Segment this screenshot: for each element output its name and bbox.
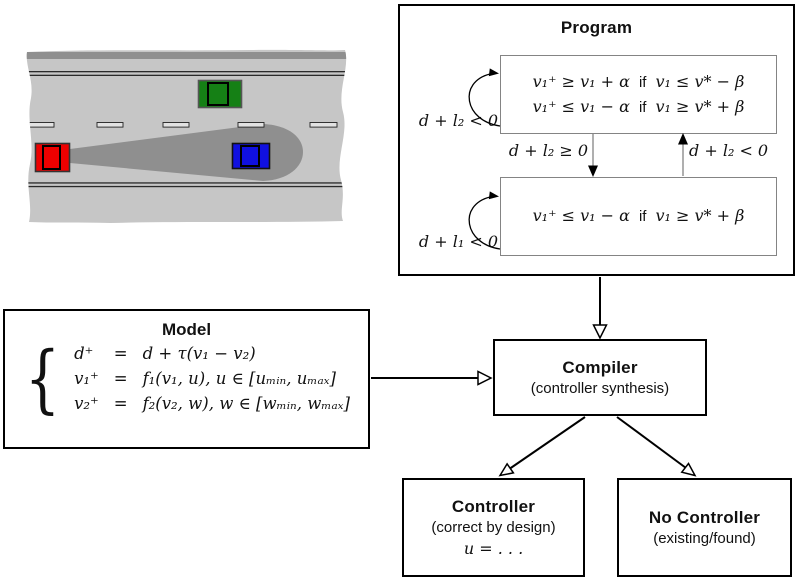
lower-to-upper-label: d + l₂ < 0 — [689, 141, 769, 160]
if-keyword: if — [638, 98, 647, 116]
model-to-compiler-arrow — [371, 372, 491, 385]
compiler-subtitle: (controller synthesis) — [530, 380, 670, 397]
program-lower-state — [500, 177, 777, 256]
road-bottom-edge-line — [20, 182, 350, 187]
upper-state-formula-1 — [533, 70, 745, 95]
lower-self-loop-label: d + l₁ < 0 — [418, 232, 498, 251]
formula-text: v₁⁺ ≥ v₁ + α — [532, 71, 630, 91]
model-equations — [19, 335, 350, 422]
brace-glyph: { — [24, 335, 61, 422]
if-keyword: if — [638, 73, 647, 91]
road-surface — [27, 50, 346, 223]
model-box — [3, 309, 370, 449]
eq2-lhs: v₁⁺ — [74, 369, 99, 388]
no-controller-subtitle: (existing/found) — [653, 530, 756, 547]
controller-box — [402, 478, 585, 577]
lower-state-formula — [533, 204, 745, 229]
eq3-lhs: v₂⁺ — [74, 394, 99, 413]
upper-state-formula-2 — [533, 95, 745, 120]
red-car — [36, 144, 70, 172]
condition-text: v₁ ≥ v* + β — [655, 96, 745, 116]
compiler-box — [493, 339, 707, 416]
controller-subtitle: (correct by design) — [431, 519, 556, 536]
green-car — [199, 81, 242, 108]
eq1-rel: = — [113, 344, 128, 363]
program-upper-state — [500, 55, 777, 134]
upper-self-loop-label: d + l₂ < 0 — [418, 111, 498, 130]
no-controller-box — [617, 478, 792, 577]
lane-dashes — [28, 123, 337, 128]
sensor-cone — [70, 124, 303, 181]
eq2-rhs: f₁(v₁, u), u ∈ [uₘᵢₙ, uₘₐₓ] — [142, 369, 336, 388]
controller-title: Controller — [451, 497, 536, 516]
road-illustration — [20, 42, 350, 227]
eq3-rhs: f₂(v₂, w), w ∈ [wₘᵢₙ, wₘₐₓ] — [142, 394, 350, 413]
eq3-rel: = — [113, 394, 128, 413]
formula-text: v₁⁺ ≤ v₁ − α — [532, 206, 630, 225]
road-top-edge-line — [20, 71, 350, 76]
compiler-to-no-controller-arrow — [617, 417, 695, 476]
no-controller-title: No Controller — [648, 508, 761, 527]
if-keyword: if — [638, 208, 647, 225]
program-title: Program — [560, 18, 633, 37]
equation-grid — [74, 341, 350, 416]
upper-to-lower-label: d + l₂ ≥ 0 — [508, 141, 588, 160]
condition-text: v₁ ≤ v* − β — [655, 71, 745, 91]
program-to-compiler-arrow — [594, 277, 607, 338]
eq1-rhs: d + τ(v₁ − v₂) — [142, 344, 256, 363]
condition-text: v₁ ≥ v* + β — [655, 206, 745, 225]
formula-text: v₁⁺ ≤ v₁ − α — [532, 96, 630, 116]
compiler-to-controller-arrow — [500, 417, 585, 476]
road-top-stripe — [20, 52, 350, 59]
eq1-lhs: d⁺ — [74, 344, 94, 363]
controller-detail: u = . . . — [463, 539, 524, 558]
model-title: Model — [161, 320, 212, 339]
compiler-title: Compiler — [562, 358, 638, 377]
eq2-rel: = — [113, 369, 128, 388]
blue-car — [233, 144, 270, 169]
